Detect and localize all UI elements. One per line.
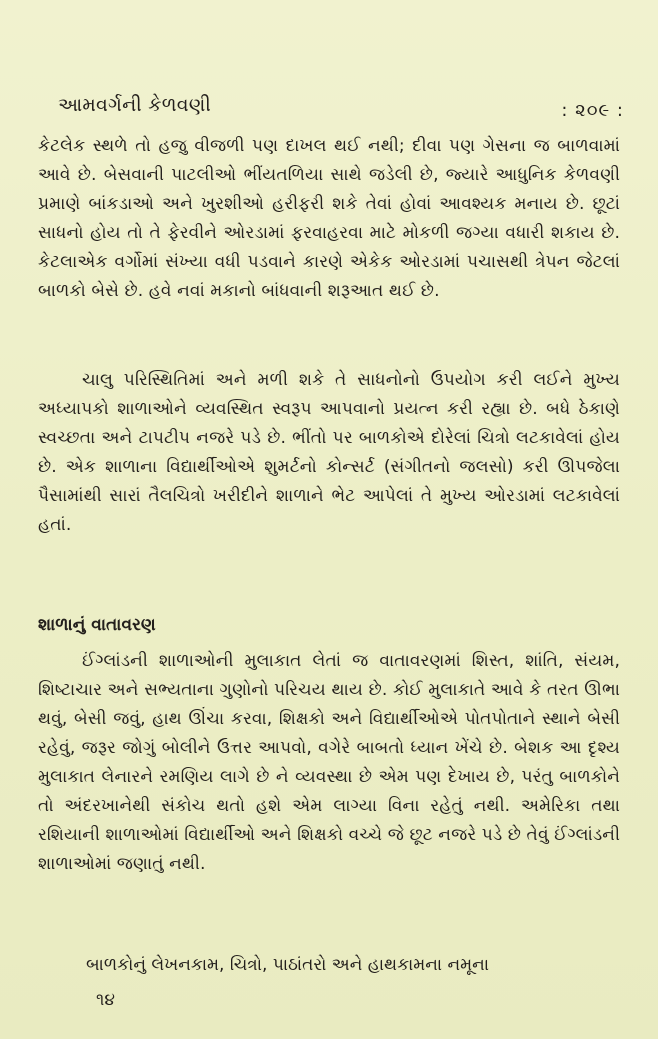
plate-number: ૧૪ <box>96 990 115 1010</box>
paragraph-text: ઈંગ્લાંડની શાળાઓની મુલાકાત લેતાં જ વાતાવરણમાં શિસ્ત, શાંતિ, સંયમ, શિષ્ટાચાર અને સભ્યતાના ગુણોનો પરિચય થાય છે. કોઈ મુલાકાતે આવે કે તરત ઊભા થવું, બેસી જવું, હાથ ઊંચા કરવા, શિક્ષકો અને વિદ્યાર્થીઓએ પોતપોતાને સ્થાને બેસી રહેવું, જરૂર જોગું બોલીને ઉત્તર આપવો, વગેરે બાબતો ધ્યાન ખેંચે છે. બેશક આ દૃશ્ય મુલાકાત લેનારને રમણિય લાગે છે ને વ્યવસ્થા છે એમ પણ દેખાય છે, પરંતુ બાળકોને તો અંદરખાનેથી સંકોચ થતો હશે એમ લાગ્યા વિના રહેતું નથી. અમેરિકા તથા રશિયાની શાળાઓમાં વિદ્યાર્થીઓ અને શિક્ષકો વચ્ચે જે છૂટ નજરે પડે છે તેવું ઈંગ્લાંડની શાળાઓમાં જણાતું નથી. <box>38 651 620 874</box>
running-title: આમવર્ગની કેળવણી <box>58 94 211 116</box>
section-heading: શાળાનું વાતાવરણ <box>38 615 156 635</box>
paragraph-text: કેટલેક સ્થળે તો હજુ વીજળી પણ દાખલ થઈ નથી; દીવા પણ ગેસના જ બાળવામાં આવે છે. બેસવાની પાટલીઓ ભીંયતળિયા સાથે જડેલી છે, જ્યારે આધુનિક કેળવણી પ્રમાણે બાંકડાઓ અને ખુરશીઓ હરીફરી શકે તેવાં હોવાં આવશ્યક મનાય છે. છૂટાં સાધનો હોય તો તે ફેરવીને ઓરડામાં ફરવાહરવા માટે મોકળી જગ્યા વધારી શકાય છે. કેટલાએક વર્ગોમાં સંખ્યા વધી પડવાને કારણે એકેક ઓરડામાં પચાસથી ત્રેપન જેટલાં બાળકો બેસે છે. હવે નવાં મકાનો બાંધવાની શરૂઆત થઈ છે. <box>38 136 620 301</box>
paragraph-1 <box>38 132 620 306</box>
page-number: : ૨૦૯ : <box>561 100 624 121</box>
figure-caption: બાળકોનું લેખનકામ, ચિત્રો, પાઠાંતરો અને હાથકામના નમૂના <box>86 955 489 975</box>
paragraph-text: ચાલુ પરિસ્થિતિમાં અને મળી શકે તે સાધનોનો ઉપયોગ કરી લઈને મુખ્ય અધ્યાપકો શાળાઓને વ્યવસ્થિત સ્વરૂપ આપવાનો પ્રયત્ન કરી રહ્યા છે. બધે ઠેકાણે સ્વચ્છતા અને ટાપટીપ નજરે પડે છે. ભીંતો પર બાળકોએ દોરેલાં ચિત્રો લટકાવેલાં હોય છે. એક શાળાના વિદ્યાર્થીઓએ શુમર્ટનો કોન્સર્ટ (સંગીતનો જલસો) કરી ઊપજેલા પૈસામાંથી સારાં તૈલચિત્રો ખરીદીને શાળાને ભેટ આપેલાં તે મુખ્ય ઓરડામાં લટકાવેલાં હતાં. <box>38 370 620 535</box>
paragraph-3 <box>38 647 620 879</box>
paragraph-2 <box>38 366 620 540</box>
